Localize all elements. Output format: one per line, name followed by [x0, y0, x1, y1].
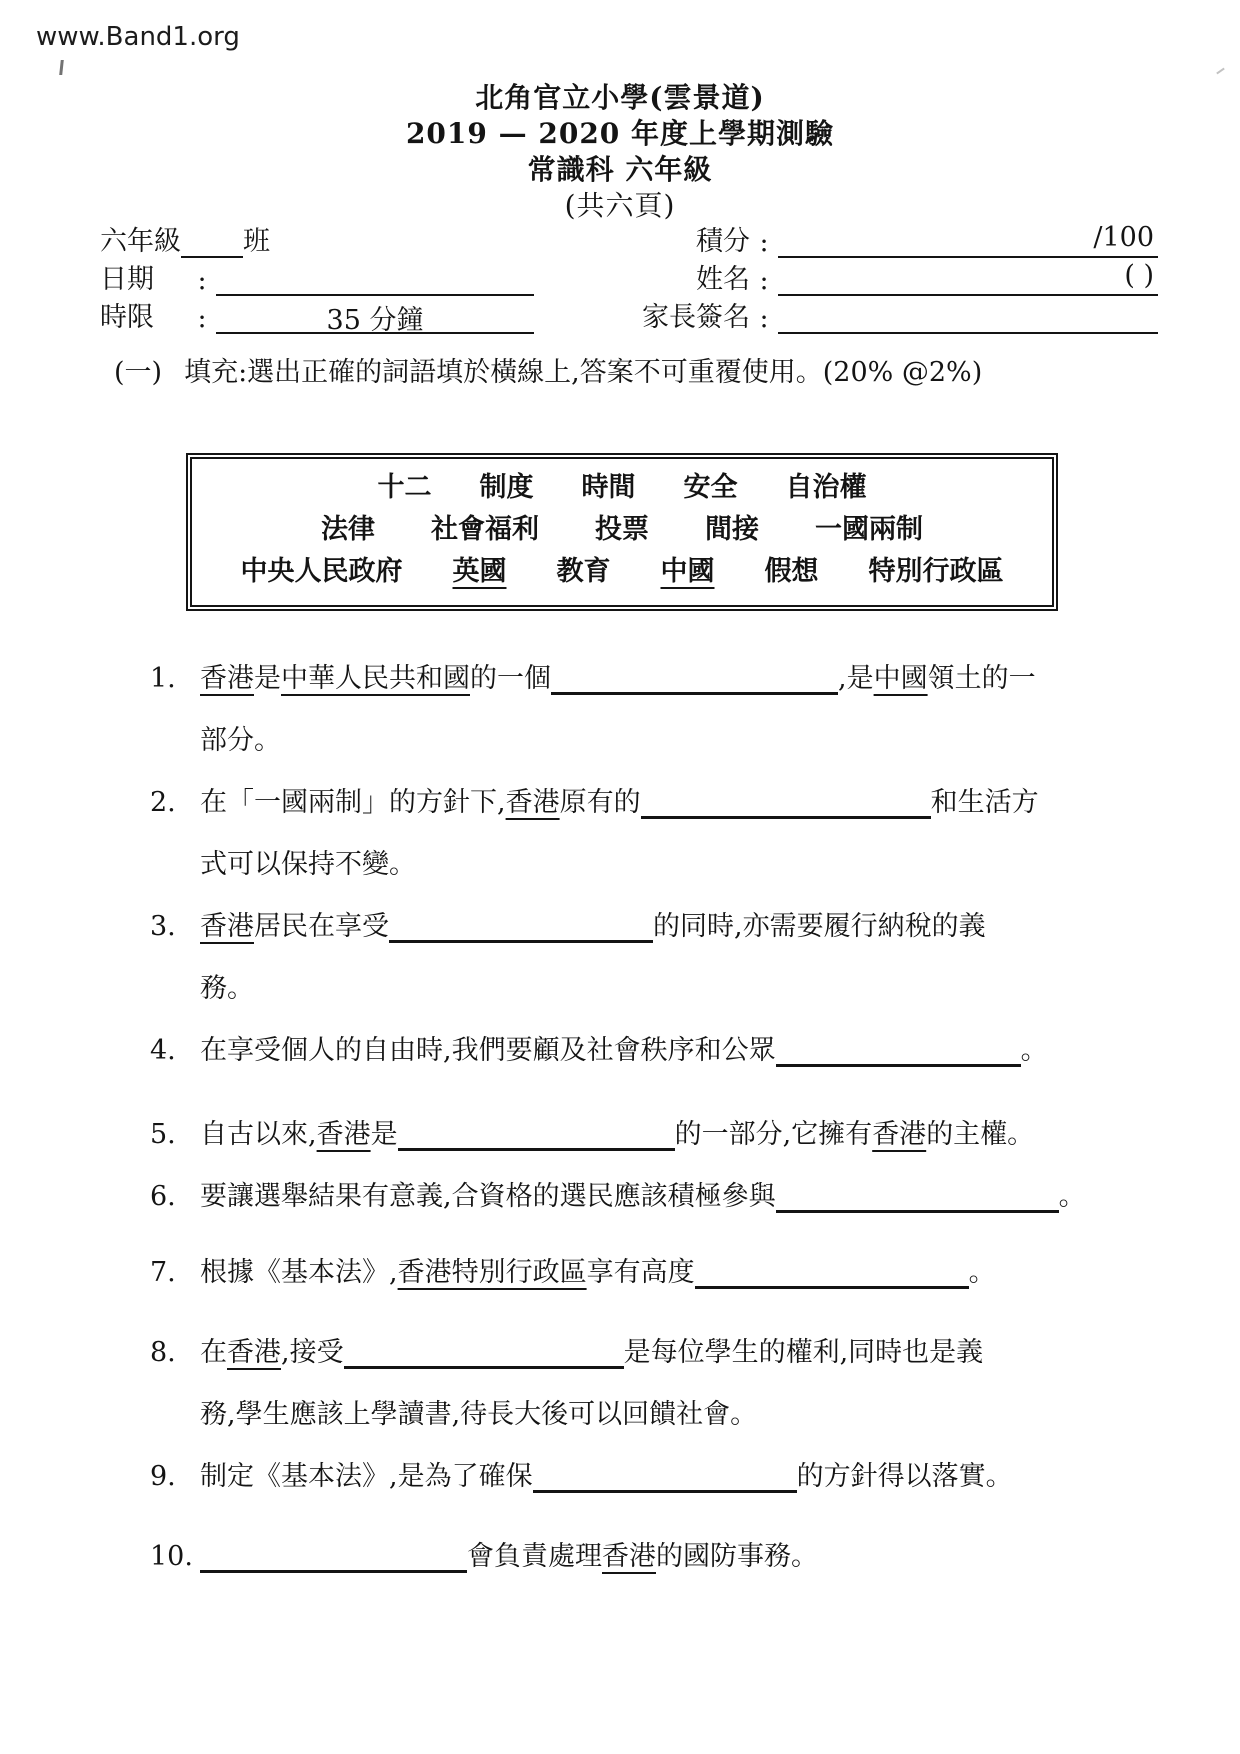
- question: [150, 1104, 1142, 1166]
- text-run: 的同時,亦需要履行納稅的義: [653, 911, 986, 942]
- question-number: 8.: [150, 1337, 176, 1368]
- text-run: 的方針得以落實。: [796, 1461, 1013, 1492]
- underlined-term: 中國: [873, 663, 928, 694]
- question-text: [200, 1242, 1142, 1304]
- text-run: 。: [1020, 1035, 1048, 1066]
- question-text: [200, 1020, 1142, 1082]
- word-bank-item: 教育: [556, 556, 611, 587]
- answer-blank: [398, 1124, 675, 1151]
- name-row: [598, 258, 1158, 296]
- word-bank-item: 制度: [479, 472, 534, 503]
- text-run: ,是: [838, 663, 874, 694]
- answer-blank: [200, 1546, 467, 1573]
- student-info-right: [598, 220, 1158, 334]
- underlined-term: 香港: [227, 1337, 281, 1368]
- term-title: 2019 — 2020 年度上學期測驗: [405, 117, 835, 150]
- text-run: 。: [1058, 1181, 1086, 1212]
- question-number: 4.: [150, 1035, 176, 1066]
- word-bank-item: 特別行政區: [868, 556, 1004, 587]
- answer-blank: [641, 792, 931, 819]
- scan-artifact: [59, 60, 64, 75]
- question: [150, 772, 1142, 896]
- question-number: 3.: [150, 911, 176, 942]
- question: [150, 648, 1142, 772]
- section-instruction: 填充:選出正確的詞語填於橫線上,答案不可重覆使用。(20% @2%): [184, 357, 983, 388]
- word-bank-row: [198, 467, 1046, 509]
- page-count: (共六頁): [564, 189, 676, 222]
- question-number: 7.: [150, 1257, 176, 1288]
- word-bank-item: 一國兩制: [815, 514, 923, 545]
- question: [150, 1242, 1142, 1304]
- parent-signature-label: 家長簽名: [642, 302, 750, 333]
- text-run: 的國防事務。: [656, 1541, 818, 1572]
- word-bank-item: 安全: [683, 472, 738, 503]
- underlined-term: 香港特別行政區: [397, 1257, 587, 1288]
- paper-header: [0, 80, 1240, 224]
- answer-blank: [776, 1186, 1059, 1213]
- question-text: [200, 896, 1142, 1020]
- word-bank-item: 法律: [321, 514, 375, 545]
- subject-grade: 常識科 六年級: [527, 153, 713, 186]
- question-text: [200, 772, 1142, 896]
- word-bank-row: [198, 551, 1046, 593]
- text-run: 務。: [200, 973, 254, 1004]
- question-text: [200, 1446, 1142, 1508]
- text-run: 原有的: [559, 787, 641, 818]
- underlined-term: 香港: [200, 663, 254, 694]
- word-bank-item: 假想: [764, 556, 819, 587]
- answer-blank: [551, 668, 838, 695]
- word-bank-item: 十二: [377, 472, 432, 503]
- question: [150, 1020, 1142, 1082]
- text-run: 居民在享受: [254, 911, 389, 942]
- text-run: 。: [968, 1257, 996, 1288]
- text-run: 是每位學生的權利,同時也是義: [623, 1337, 984, 1368]
- underlined-term: 香港: [200, 911, 254, 942]
- text-run: 根據《基本法》,: [200, 1257, 398, 1288]
- text-run: 在「一國兩制」的方針下,: [200, 787, 506, 818]
- question: [150, 1446, 1142, 1508]
- date-label: 日期: [100, 264, 154, 295]
- word-bank-item: 時間: [581, 472, 636, 503]
- question-number: 9.: [150, 1461, 176, 1492]
- score-colon: :: [759, 227, 769, 258]
- question-text: [200, 1166, 1142, 1228]
- time-row: [100, 296, 534, 334]
- text-run: 式可以保持不變。: [200, 849, 416, 880]
- scan-artifact: [1216, 68, 1225, 75]
- underlined-term: 香港: [872, 1119, 927, 1150]
- question-list: [150, 648, 1142, 1588]
- date-line: [216, 260, 534, 296]
- word-bank-row: [198, 509, 1046, 551]
- text-run: 的主權。: [926, 1119, 1035, 1150]
- answer-blank: [695, 1262, 969, 1289]
- text-run: 自古以來,: [200, 1119, 317, 1150]
- question-number: 5.: [150, 1119, 176, 1150]
- score-row: [598, 220, 1158, 258]
- time-limit-value: 35 分鐘: [216, 298, 534, 334]
- word-bank-item: 社會福利: [431, 514, 539, 545]
- underlined-term: 香港: [505, 787, 560, 818]
- class-row: [100, 220, 534, 258]
- class-suffix-label: 班: [243, 226, 270, 257]
- question-number: 10.: [150, 1541, 193, 1572]
- word-bank-item: 中央人民政府: [240, 556, 403, 587]
- section-heading: [114, 350, 982, 389]
- class-prefix-label: 六年級: [100, 226, 181, 257]
- text-run: 的一部分,它擁有: [674, 1119, 873, 1150]
- time-colon: :: [197, 303, 207, 334]
- word-bank-item: 中國: [660, 556, 715, 587]
- answer-blank: [344, 1342, 624, 1369]
- date-colon: :: [197, 265, 207, 296]
- student-info-left: [100, 220, 534, 334]
- answer-blank: [389, 916, 653, 943]
- answer-blank: [533, 1466, 797, 1493]
- question-number: 1.: [150, 663, 176, 694]
- class-blank: [181, 231, 243, 258]
- text-run: 在享受個人的自由時,我們要顧及社會秩序和公眾: [200, 1035, 776, 1066]
- word-bank-item: 間接: [705, 514, 759, 545]
- word-bank-item: 英國: [452, 556, 507, 587]
- score-label: 積分: [696, 226, 750, 257]
- text-run: 領土的一: [927, 663, 1036, 694]
- question: [150, 896, 1142, 1020]
- word-bank-item: 投票: [595, 514, 649, 545]
- question-text: [200, 648, 1142, 772]
- question-text: [200, 1322, 1142, 1446]
- name-colon: :: [759, 265, 769, 296]
- parent-signature-line: [778, 298, 1158, 334]
- question: [150, 1166, 1142, 1228]
- answer-blank: [776, 1040, 1021, 1067]
- question: [150, 1322, 1142, 1446]
- question-text: [200, 1104, 1142, 1166]
- name-line: ( ): [778, 260, 1158, 296]
- word-bank-item: 自治權: [785, 472, 867, 503]
- date-row: [100, 258, 534, 296]
- parent-colon: :: [759, 303, 769, 334]
- text-run: 務,學生應該上學讀書,待長大後可以回饋社會。: [200, 1399, 758, 1430]
- watermark-url: www.Band1.org: [36, 22, 240, 52]
- underlined-term: 香港: [316, 1119, 371, 1150]
- text-run: 的一個: [470, 663, 551, 694]
- text-run: 是: [370, 1119, 398, 1150]
- text-run: 享有高度: [586, 1257, 695, 1288]
- underlined-term: 香港: [602, 1541, 656, 1572]
- name-label: 姓名: [696, 264, 750, 295]
- question-number: 6.: [150, 1181, 176, 1212]
- underlined-term: 中華人民共和國: [281, 663, 470, 694]
- time-limit-label: 時限: [100, 302, 154, 333]
- question-text: [200, 1526, 1142, 1588]
- text-run: 是: [254, 663, 281, 694]
- text-run: 會負責處理: [467, 1541, 602, 1572]
- text-run: ,接受: [281, 1337, 344, 1368]
- text-run: 在: [200, 1337, 227, 1368]
- word-bank: [186, 453, 1058, 611]
- text-run: 要讓選舉結果有意義,合資格的選民應該積極參與: [200, 1181, 776, 1212]
- section-number: (一): [114, 357, 163, 388]
- question-number: 2.: [150, 787, 176, 818]
- parent-signature-row: [598, 296, 1158, 334]
- school-name: 北角官立小學(雲景道): [475, 81, 765, 114]
- text-run: 和生活方: [930, 787, 1039, 818]
- text-run: 制定《基本法》,是為了確保: [200, 1461, 533, 1492]
- score-line: /100: [778, 222, 1158, 258]
- question: [150, 1526, 1142, 1588]
- text-run: 部分。: [200, 725, 281, 756]
